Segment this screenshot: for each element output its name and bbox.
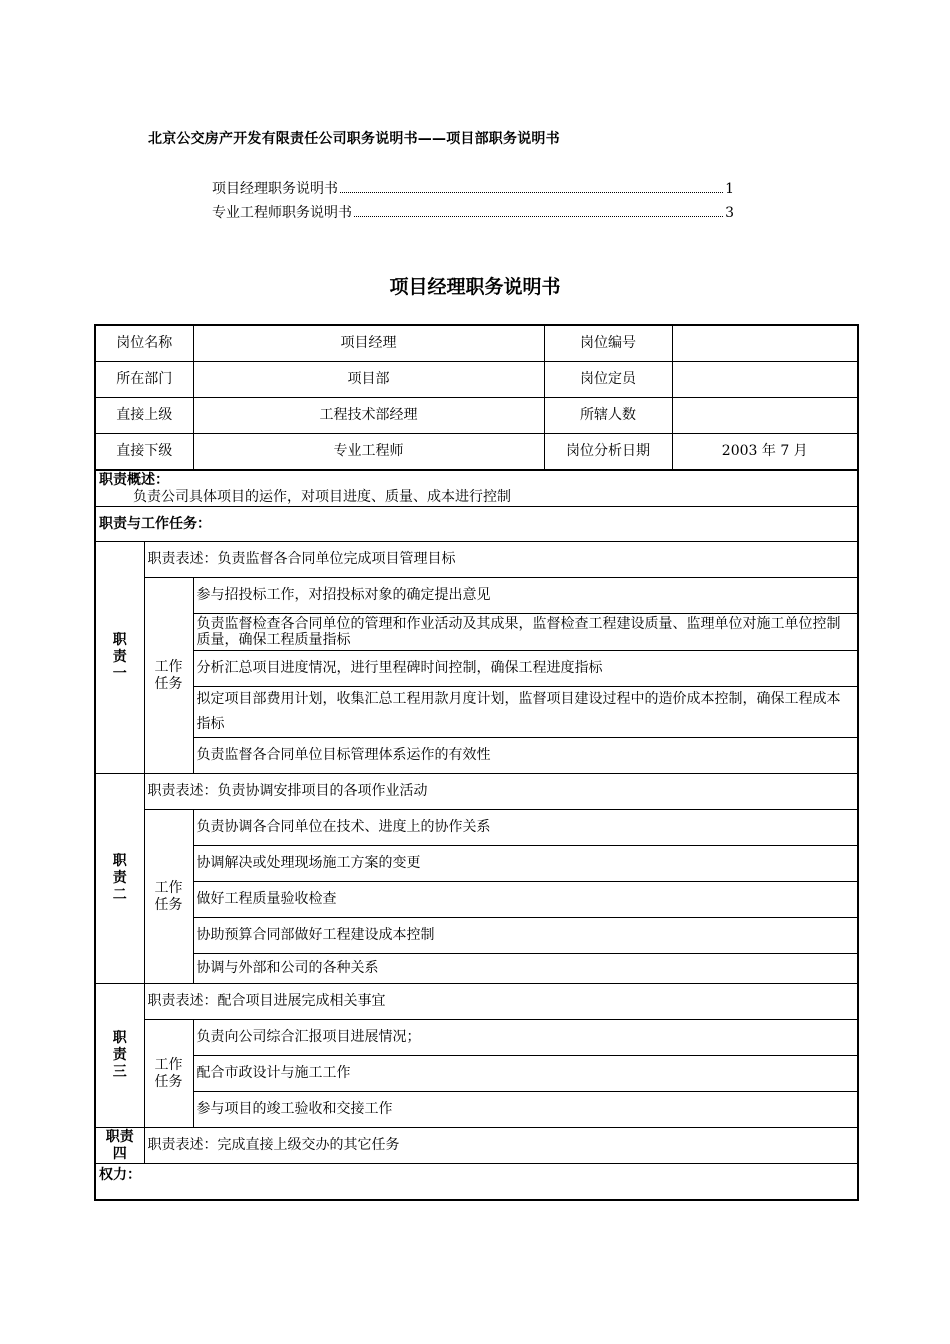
duty-3-task-3: 参与项目的竣工验收和交接工作 bbox=[193, 1092, 858, 1128]
summary-label: 职责概述： bbox=[99, 472, 169, 488]
duty-2-name: 职 责 二 bbox=[95, 774, 144, 984]
task-row bbox=[95, 614, 858, 651]
authority-label: 权力： bbox=[95, 1164, 858, 1201]
duty-1-task-label: 工作 任务 bbox=[144, 578, 193, 774]
toc-entry[interactable] bbox=[212, 202, 734, 226]
duties-heading: 职责与工作任务： bbox=[95, 507, 858, 542]
position-name-value: 项目经理 bbox=[193, 325, 544, 362]
toc-leader-dots bbox=[354, 216, 723, 217]
duty-1-task-2: 负责监督检查各合同单位的管理和作业活动及其成果，监督检查工程建设质量、监理单位对施工单位控制质量，确保工程质量指标 bbox=[193, 614, 858, 651]
task-row bbox=[95, 918, 858, 954]
duty-2-task-label: 工作 任务 bbox=[144, 810, 193, 984]
direct-superior-label: 直接上级 bbox=[95, 398, 193, 434]
subordinate-count-value bbox=[672, 398, 858, 434]
job-description-table bbox=[94, 324, 859, 1201]
duty-3-statement: 职责表述：配合项目进展完成相关事宜 bbox=[144, 984, 858, 1020]
analysis-date-value: 2003 年 7 月 bbox=[672, 434, 858, 471]
toc-entry-title: 项目经理职务说明书 bbox=[212, 181, 338, 197]
analysis-date-label: 岗位分析日期 bbox=[544, 434, 672, 471]
task-row bbox=[95, 1020, 858, 1056]
duty-statement-row bbox=[95, 984, 858, 1020]
authority-row bbox=[95, 1164, 858, 1201]
summary-row bbox=[95, 470, 858, 507]
duty-1-task-5: 负责监督各合同单位目标管理体系运作的有效性 bbox=[193, 738, 858, 774]
duty-1-task-3: 分析汇总项目进度情况，进行里程碑时间控制，确保工程进度指标 bbox=[193, 651, 858, 687]
headcount-quota-value bbox=[672, 362, 858, 398]
summary-text: 负责公司具体项目的运作，对项目进度、质量、成本进行控制 bbox=[133, 489, 511, 505]
task-row bbox=[95, 651, 858, 687]
department-value: 项目部 bbox=[193, 362, 544, 398]
duty-3-task-1: 负责向公司综合汇报项目进展情况； bbox=[193, 1020, 858, 1056]
duty-1-statement: 职责表述：负责监督各合同单位完成项目管理目标 bbox=[144, 542, 858, 578]
task-row bbox=[95, 882, 858, 918]
duty-statement-row bbox=[95, 542, 858, 578]
task-row bbox=[95, 578, 858, 614]
task-row bbox=[95, 846, 858, 882]
toc-entry-page: 1 bbox=[725, 181, 734, 197]
direct-subordinate-value: 专业工程师 bbox=[193, 434, 544, 471]
toc-entry[interactable] bbox=[212, 178, 734, 202]
duty-1-task-4: 拟定项目部费用计划，收集汇总工程用款月度计划，监督项目建设过程中的造价成本控制，确保工程成本指标 bbox=[193, 687, 858, 738]
direct-subordinate-label: 直接下级 bbox=[95, 434, 193, 471]
info-row-department bbox=[95, 362, 858, 398]
position-name-label: 岗位名称 bbox=[95, 325, 193, 362]
document-header: 北京公交房产开发有限责任公司职务说明书——项目部职务说明书 bbox=[148, 131, 560, 147]
toc-entry-title: 专业工程师职务说明书 bbox=[212, 205, 352, 221]
duty-3-task-label: 工作 任务 bbox=[144, 1020, 193, 1128]
duty-2-task-3: 做好工程质量验收检查 bbox=[193, 882, 858, 918]
duties-heading-row bbox=[95, 507, 858, 542]
duty-2-statement: 职责表述：负责协调安排项目的各项作业活动 bbox=[144, 774, 858, 810]
duty-statement-row bbox=[95, 774, 858, 810]
duty-4-name: 职责 四 bbox=[95, 1128, 144, 1164]
page-title: 项目经理职务说明书 bbox=[389, 276, 561, 298]
duty-statement-row bbox=[95, 1128, 858, 1164]
info-row-position bbox=[95, 325, 858, 362]
duty-2-task-1: 负责协调各合同单位在技术、进度上的协作关系 bbox=[193, 810, 858, 846]
info-row-subordinate bbox=[95, 434, 858, 471]
task-row bbox=[95, 738, 858, 774]
duty-2-task-4: 协助预算合同部做好工程建设成本控制 bbox=[193, 918, 858, 954]
duty-2-task-2: 协调解决或处理现场施工方案的变更 bbox=[193, 846, 858, 882]
department-label: 所在部门 bbox=[95, 362, 193, 398]
duty-4-statement: 职责表述：完成直接上级交办的其它任务 bbox=[144, 1128, 858, 1164]
subordinate-count-label: 所辖人数 bbox=[544, 398, 672, 434]
task-row bbox=[95, 954, 858, 984]
headcount-quota-label: 岗位定员 bbox=[544, 362, 672, 398]
duty-1-task-1: 参与招投标工作，对招投标对象的确定提出意见 bbox=[193, 578, 858, 614]
duty-3-task-2: 配合市政设计与施工工作 bbox=[193, 1056, 858, 1092]
toc-entry-page: 3 bbox=[725, 205, 734, 221]
position-code-value bbox=[672, 325, 858, 362]
duty-1-name: 职 责 一 bbox=[95, 542, 144, 774]
table-of-contents bbox=[212, 178, 734, 226]
info-row-superior bbox=[95, 398, 858, 434]
position-code-label: 岗位编号 bbox=[544, 325, 672, 362]
task-row bbox=[95, 1056, 858, 1092]
task-row bbox=[95, 687, 858, 738]
task-row bbox=[95, 1092, 858, 1128]
duty-2-task-5: 协调与外部和公司的各种关系 bbox=[193, 954, 858, 984]
direct-superior-value: 工程技术部经理 bbox=[193, 398, 544, 434]
toc-leader-dots bbox=[340, 192, 723, 193]
duty-3-name: 职 责 三 bbox=[95, 984, 144, 1128]
task-row bbox=[95, 810, 858, 846]
